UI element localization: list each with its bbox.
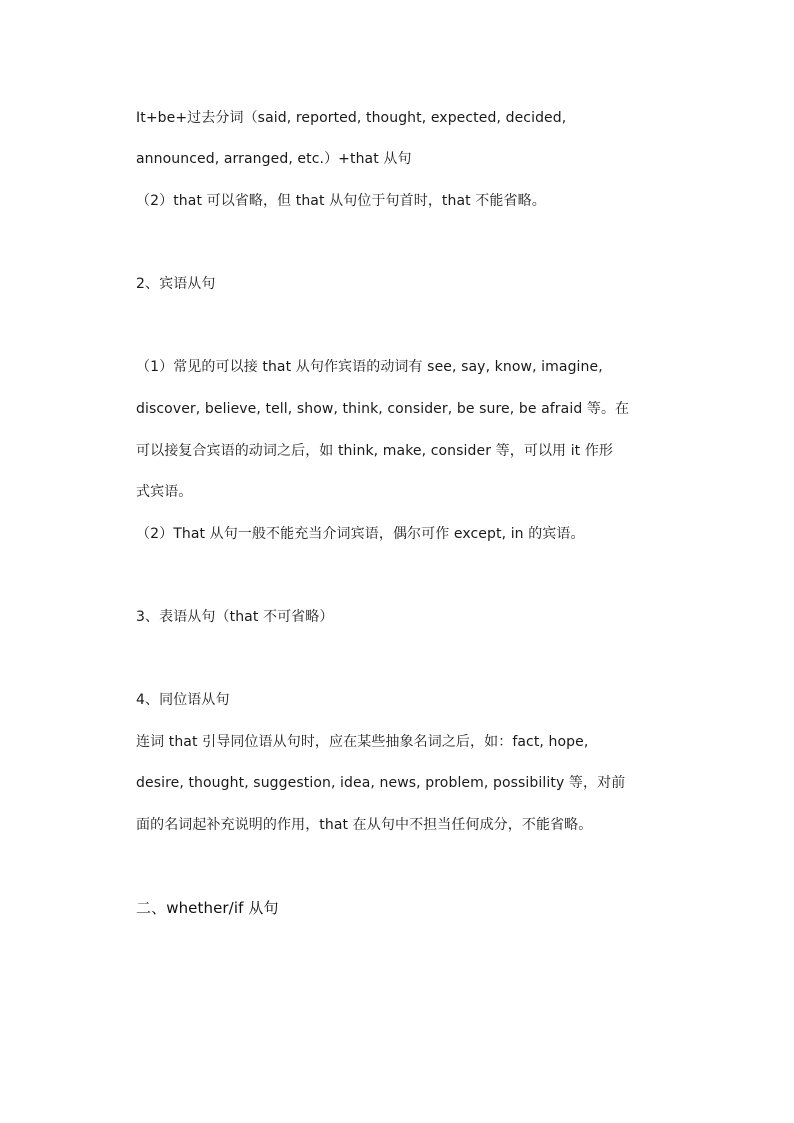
text-line-formal-object: 式宾语。 xyxy=(136,484,193,500)
section-heading-object-clause: 2、宾语从句 xyxy=(136,276,216,292)
section-heading-appositive-clause: 4、同位语从句 xyxy=(136,692,230,708)
text-line-passive-pattern-cont: announced, arranged, etc.）+that 从句 xyxy=(136,151,412,167)
text-line-appositive-nouns: 连词 that 引导同位语从句时，应在某些抽象名词之后，如：fact, hope, xyxy=(136,734,589,750)
text-line-complex-object: 可以接复合宾语的动词之后，如 think, make, consider 等，可以用 it 作形 xyxy=(136,443,614,459)
text-line-passive-pattern: It+be+过去分词（said, reported, thought, expected, decided, xyxy=(136,110,567,126)
section-heading-whether-if-clause: 二、whether/if 从句 xyxy=(136,899,279,917)
section-heading-predicative-clause: 3、表语从句（that 不可省略） xyxy=(136,609,334,625)
text-line-note-omission: （2）that 可以省略，但 that 从句位于句首时，that 不能省略。 xyxy=(136,193,546,209)
text-line-appositive-nouns-cont: desire, thought, suggestion, idea, news, problem, possibility 等，对前 xyxy=(136,775,626,791)
text-line-object-verbs: （1）常见的可以接 that 从句作宾语的动词有 see, say, know, imagine, xyxy=(136,359,603,375)
text-line-object-verbs-cont: discover, believe, tell, show, think, consider, be sure, be afraid 等。在 xyxy=(136,401,630,417)
text-line-preposition-object: （2）That 从句一般不能充当介词宾语，偶尔可作 except, in 的宾语。 xyxy=(136,526,585,542)
text-line-appositive-function: 面的名词起补充说明的作用，that 在从句中不担当任何成分，不能省略。 xyxy=(136,817,593,833)
